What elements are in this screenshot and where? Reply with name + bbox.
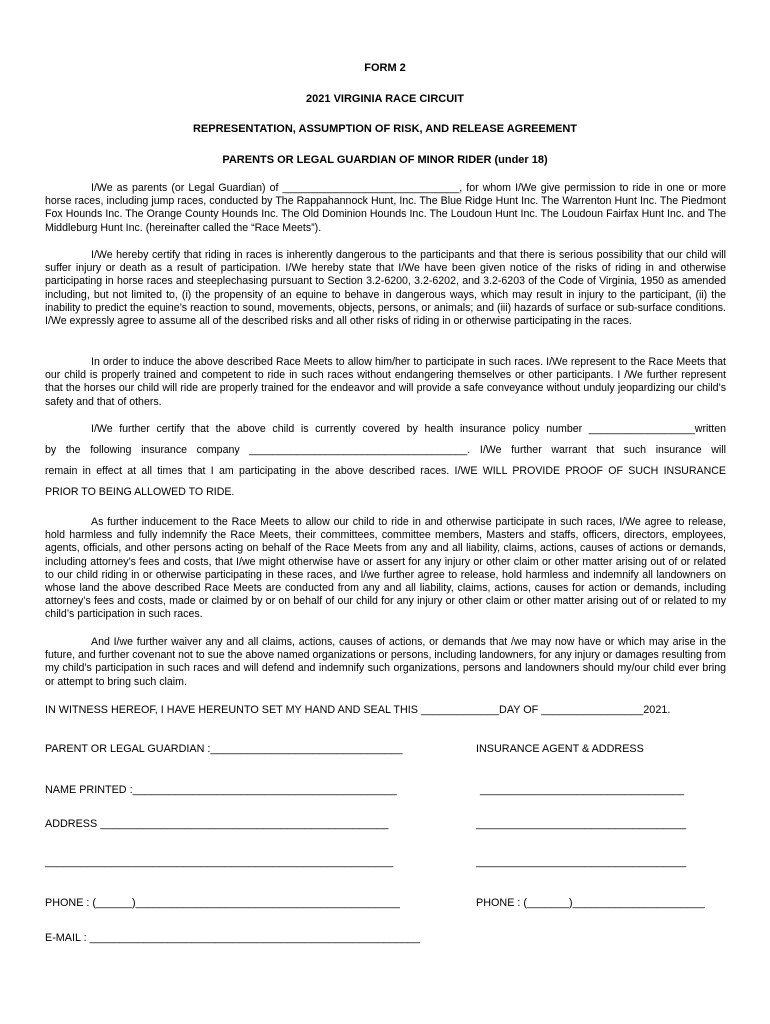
insurance-agent-label: INSURANCE AGENT & ADDRESS bbox=[476, 743, 644, 755]
address-field[interactable]: ADDRESS ________________________________________________ bbox=[45, 818, 389, 830]
insurance-line-1: I/We further certify that the above child is currently covered by health insurance policy number __________________written bbox=[91, 423, 726, 435]
agent-address-line-3[interactable]: ___________________________________ bbox=[476, 856, 687, 868]
parent-signature-field[interactable]: PARENT OR LEGAL GUARDIAN :________________________________ bbox=[45, 743, 403, 755]
agent-phone-field[interactable]: PHONE : (_______)______________________ bbox=[476, 897, 705, 909]
form-number: FORM 2 bbox=[364, 62, 406, 74]
paragraph-release-indemnify: As further inducement to the Race Meets to allow our child to ride in and otherwise participate in such races, I/We agree to release, hold harmless and fully indemnify the Race Meets, their committees, committee members, Masters and staffs, officers, directors, employees, agents, officials, and other persons acting on behalf of the Race Meets from any and all liability, claims, actions, causes of actions or demands, including attorney’s fees and costs, that I/we might otherwise have or assert for any injury or other claim or other matter arising out of or related to our child riding in or otherwise participating in these races, and I/we further agree to release, hold harmless and indemnify all landowners on whose land the above described Race Meets are conducted from any and all liability, claims, actions, causes for action or demands, including attorney’s fees and costs, made or claimed by or on behalf of our child for any injury or other claim or other matter arising out of or related to my child’s participation in such races. bbox=[45, 516, 726, 621]
email-field[interactable]: E-MAIL : _______________________________________________________ bbox=[45, 932, 420, 944]
circuit-title: 2021 VIRGINIA RACE CIRCUIT bbox=[306, 93, 464, 105]
paragraph-parents-permission: I/We as parents (or Legal Guardian) of ______________________________, for whom I/We give permission to ride in one or more horse races, including jump races, conducted by The Rappahannock Hunt, Inc. The Blue Ridge Hunt Inc. The Warrenton Hunt Inc. The Piedmont Fox Hounds Inc. The Orange County Hounds Inc. The Old Dominion Hounds Inc. The Loudoun Hunt Inc. The Loudoun Fairfax Hunt Inc. and The Middleburg Hunt Inc. (hereinafter called the “Race Meets”). bbox=[45, 182, 726, 234]
agent-address-line-2[interactable]: ___________________________________ bbox=[476, 818, 687, 830]
agent-address-line-1[interactable]: __________________________________ bbox=[480, 784, 685, 796]
phone-field[interactable]: PHONE : (______)____________________________________________ bbox=[45, 897, 400, 909]
agreement-title: REPRESENTATION, ASSUMPTION OF RISK, AND RELEASE AGREEMENT bbox=[192, 123, 577, 135]
paragraph-risk-certification: I/We hereby certify that riding in races is inherently dangerous to the participants and that there is serious possibility that our child will suffer injury or death as a result of participation. I/We hereby state that I/We have been given notice of the risks of riding in and otherwise participating in horse races and steeplechasing pursuant to Section 3.2-6200, 3.2-6202, and 3.2-6203 of the Code of Virginia, 1950 as amended including, but not limited to, (i) the propensity of an equine to behave in dangerous ways, which may result in injury to the participant, (ii) the inability to predict the equine’s reaction to sound, movements, objects, persons, or animals; and (iii) hazards of surface or sub-surface conditions. I/We expressly agree to assume all of the described risks and all other risks of riding in or otherwise participating in the races. bbox=[45, 249, 726, 328]
parents-title: PARENTS OR LEGAL GUARDIAN OF MINOR RIDER (under 18) bbox=[222, 154, 548, 166]
paragraph-waiver: And I/we further waiver any and all claims, actions, causes of actions, or demands that /we may now have or which may arise in the future, and further covenant not to sue the above named organizations or persons, including landowners, for any injury or damages resulting from my child’s participation in such races and will defend and indemnify such organizations, persons and landowners should my/our child ever bring or attempt to bring such claim. bbox=[45, 636, 726, 688]
insurance-line-4: PRIOR TO BEING ALLOWED TO RIDE. bbox=[45, 486, 235, 498]
paragraph-representation: In order to induce the above described Race Meets to allow him/her to participate in such races. I/We represent to the Race Meets that our child is properly trained and competent to ride in such races without endangering themselves or other participants. I /We further represent that the horses our child will ride are properly trained for the endeavor and will provide a safe conveyance without unduly jeopardizing our child’s safety and that of others. bbox=[45, 356, 726, 408]
insurance-line-2: by the following insurance company _____________________________________. I/We further warrant that such insurance will bbox=[45, 444, 726, 456]
insurance-line-3: remain in effect at all times that I am participating in the above described races. I/WE WILL PROVIDE PROOF OF SUCH INSURANCE bbox=[45, 465, 726, 477]
name-printed-field[interactable]: NAME PRINTED :____________________________________________ bbox=[45, 784, 397, 796]
address-line-2-field[interactable]: __________________________________________________________ bbox=[45, 856, 394, 868]
witness-statement: IN WITNESS HEREOF, I HAVE HEREUNTO SET MY HAND AND SEAL THIS _____________DAY OF _________________2021. bbox=[45, 704, 671, 716]
